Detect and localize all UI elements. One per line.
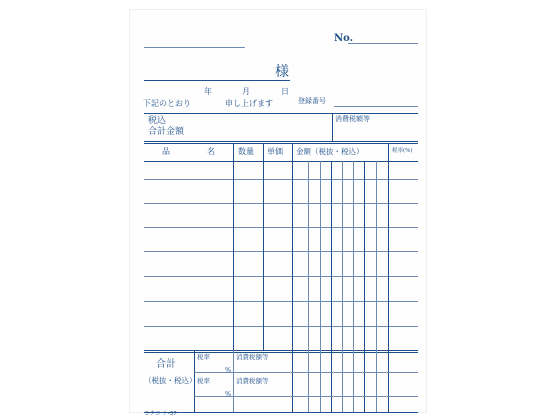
header-tax-rate: 税率(%) [392,148,413,154]
honorific: 様 [275,64,289,80]
receipt-form [130,10,426,417]
footer-divider-left [194,350,195,412]
percent-2: % [225,390,232,398]
header-amount: 金額（税抜・税込） [296,147,364,156]
total-sub-label: （税抜・税込） [144,376,197,385]
footer-bottom-line [144,412,418,413]
col-divider-unit-price [263,143,264,350]
amount-digit-line [364,161,365,412]
header-unit-price: 単価 [267,147,283,156]
total-amount-label: 合計金額 [148,127,185,137]
note-left: 下記のとおり [143,99,191,108]
summary-top [144,113,418,114]
header-quantity: 数量 [238,147,254,156]
tax-label-2: 消費税額等 [236,377,269,385]
no-line [348,43,418,44]
amount-digit-line [342,161,343,412]
rate-label-1: 税率 [197,353,210,361]
total-label: 合計 [156,359,176,370]
footer-mid-line [194,372,418,373]
top-left-line [144,47,245,48]
col-divider-quantity [233,143,234,350]
addressee-line [144,80,290,81]
footer-lower-line [194,396,418,397]
header-item: 品 [162,147,170,156]
percent-1: % [225,366,232,374]
registration-label: 登録番号 [298,97,326,105]
month-label: 月 [242,87,250,96]
amount-digit-line [353,161,354,412]
note-right: 申し上げます [225,99,273,108]
year-label: 年 [204,87,212,96]
no-label: No. [334,33,354,44]
rate-label-2: 税率 [197,377,210,385]
amount-digit-line [320,161,321,412]
tax-label-1: 消費税額等 [236,353,269,361]
registration-line [334,106,418,107]
summary-bottom [144,141,418,144]
amount-digit-line [308,161,309,412]
brand-code: コクヨ テ-37 [144,411,177,417]
consumption-tax-label: 消費税額等 [335,115,370,123]
tax-included-label: 税込 [148,116,167,126]
amount-digit-line [331,161,332,412]
amount-digit-line [376,161,377,412]
day-label: 日 [281,87,289,96]
summary-divider [332,113,333,141]
footer-divider-rate [233,350,234,412]
header-name: 名 [207,147,215,156]
